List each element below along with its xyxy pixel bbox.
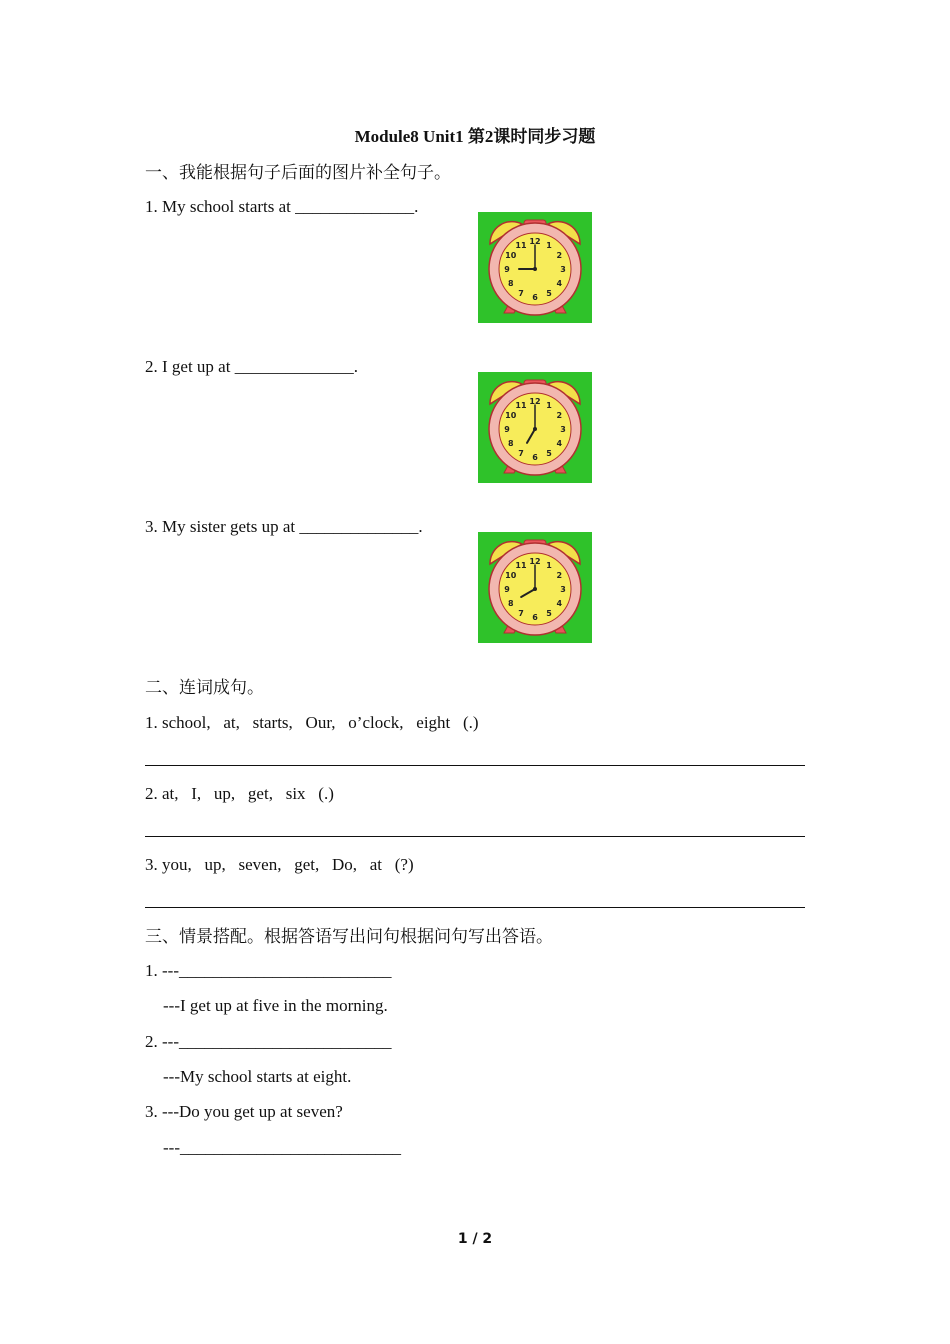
clock-number-6: 6	[532, 453, 538, 462]
clock-number-12: 12	[529, 557, 541, 566]
section2-heading: 二、连词成句。	[145, 678, 264, 697]
clock-number-2: 2	[556, 571, 563, 580]
clock-number-7: 7	[518, 609, 524, 619]
section1-heading: 一、我能根据句子后面的图片补全句子。	[145, 163, 451, 182]
clock-number-11: 11	[515, 400, 527, 410]
clock-number-12: 12	[529, 237, 541, 246]
clock-number-11: 11	[515, 240, 527, 250]
section1-item-3: 3. My sister gets up at ______________.	[145, 517, 423, 536]
clock-number-1: 1	[546, 400, 552, 410]
section1-item-1: 1. My school starts at ______________.	[145, 197, 419, 216]
alarm-clock-image-2	[478, 372, 592, 483]
alarm-clock-image-3	[478, 532, 592, 643]
clock-center	[533, 587, 537, 591]
clock-number-1: 1	[546, 240, 552, 250]
section1-item-2: 2. I get up at ______________.	[145, 357, 358, 376]
section3-item-2-question: 2. ---_________________________	[145, 1032, 392, 1051]
clock-number-6: 6	[532, 613, 538, 622]
section3-heading: 三、情景搭配。根据答语写出问句根据问句写出答语。	[145, 927, 553, 946]
answer-line-2	[145, 836, 805, 837]
clock-number-3: 3	[560, 425, 566, 434]
clock-number-9: 9	[504, 265, 510, 274]
section3-item-1-answer: ---I get up at five in the morning.	[163, 996, 388, 1015]
section2-item-2: 2. at, I, up, get, six (.)	[145, 784, 334, 803]
clock-number-5: 5	[546, 449, 552, 459]
clock-number-8: 8	[507, 279, 514, 288]
clock-number-2: 2	[556, 251, 563, 260]
section2-item-3: 3. you, up, seven, get, Do, at (?)	[145, 855, 414, 874]
clock-number-5: 5	[546, 609, 552, 619]
clock-number-7: 7	[518, 289, 524, 299]
answer-line-3	[145, 907, 805, 908]
section3-item-2-answer: ---My school starts at eight.	[163, 1067, 352, 1086]
page-title: Module8 Unit1 第2课时同步习题	[354, 127, 596, 146]
section3-item-1-question: 1. ---_________________________	[145, 961, 392, 980]
clock-number-7: 7	[518, 449, 524, 459]
clock-number-11: 11	[515, 560, 527, 570]
clock-center	[533, 267, 537, 271]
clock-number-12: 12	[529, 397, 541, 406]
clock-number-4: 4	[556, 279, 563, 288]
clock-number-8: 8	[507, 439, 514, 448]
clock-number-4: 4	[556, 439, 563, 448]
answer-line-1	[145, 765, 805, 766]
clock-number-3: 3	[560, 265, 566, 274]
clock-number-6: 6	[532, 293, 538, 302]
clock-number-9: 9	[504, 425, 510, 434]
clock-center	[533, 427, 537, 431]
section2-item-1: 1. school, at, starts, Our, o’clock, eight (.)	[145, 713, 479, 732]
page-number: 1 / 2	[457, 1231, 493, 1247]
clock-number-10: 10	[505, 411, 517, 420]
clock-number-8: 8	[507, 599, 514, 608]
clock-number-1: 1	[546, 560, 552, 570]
section3-item-3-answer: ---__________________________	[163, 1138, 401, 1157]
clock-number-3: 3	[560, 585, 566, 594]
section3-item-3-question: 3. ---Do you get up at seven?	[145, 1102, 343, 1121]
clock-number-9: 9	[504, 585, 510, 594]
clock-number-10: 10	[505, 251, 517, 260]
clock-number-5: 5	[546, 289, 552, 299]
clock-number-10: 10	[505, 571, 517, 580]
clock-number-2: 2	[556, 411, 563, 420]
clock-number-4: 4	[556, 599, 563, 608]
alarm-clock-image-1	[478, 212, 592, 323]
